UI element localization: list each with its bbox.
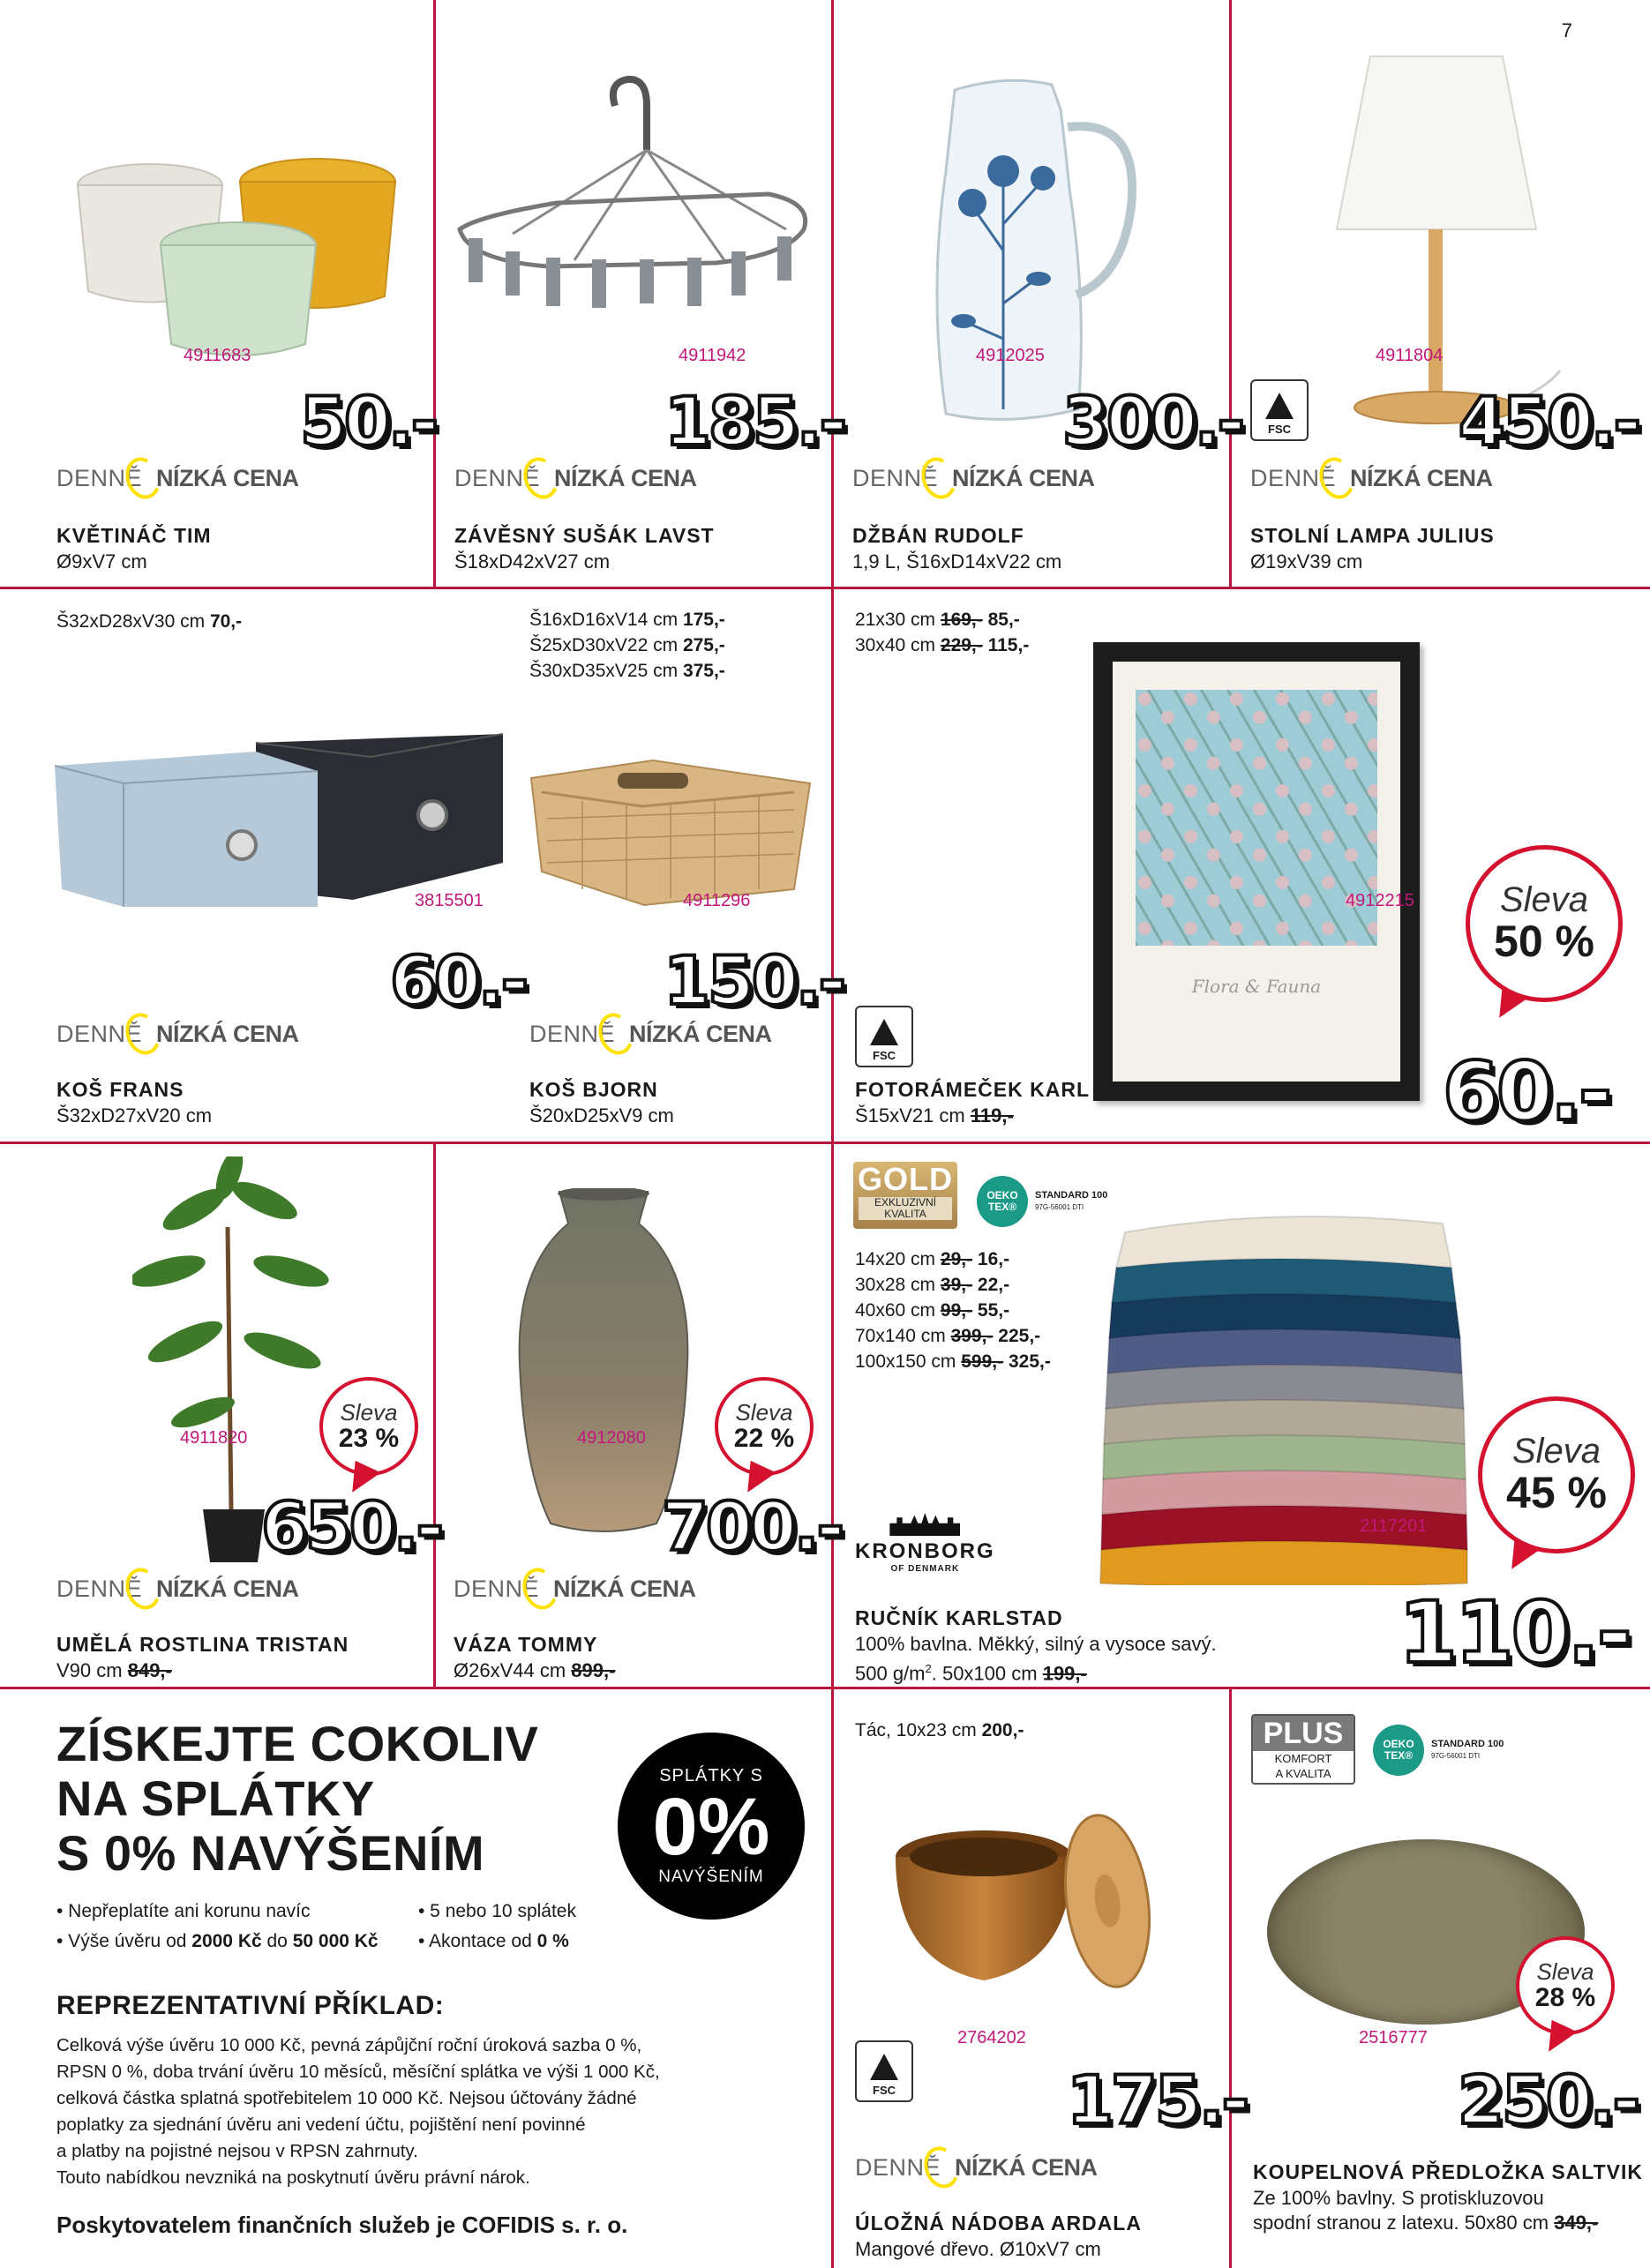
discount-label: Sleva — [735, 1398, 793, 1426]
logo-denne-text: DENNĚ — [852, 464, 939, 491]
rep-line: a platby na pojistné nejsou v RPSN zahrnuty. — [56, 2141, 418, 2161]
old-price: 849,- — [127, 1659, 172, 1681]
size-row — [855, 1272, 1051, 1298]
product-susak-lavst[interactable] — [433, 0, 845, 587]
price: 60.- — [390, 941, 527, 1020]
sku-number: 4912025 — [976, 346, 1045, 365]
new-price: 16,- — [977, 1249, 1010, 1269]
old-price: 599,- — [961, 1351, 1004, 1372]
size-dimension: 14x20 cm — [855, 1249, 936, 1269]
sku-number: 4911820 — [180, 1428, 248, 1448]
sku-number: 4911942 — [679, 346, 746, 365]
size-dimension: Š30xD35xV25 cm — [529, 661, 679, 681]
product-name: RUČNÍK KARLSTAD — [855, 1606, 1063, 1629]
product-kvetinac-tim[interactable] — [0, 0, 437, 587]
plus-quality-badge — [1251, 1714, 1355, 1785]
product-dimensions — [1253, 2210, 1598, 2236]
sku-number: 4911804 — [1376, 346, 1444, 365]
logo-denne-text: DENNĚ — [454, 464, 541, 491]
plus-badge-sub1: KOMFORT — [1274, 1752, 1332, 1765]
product-dimensions: Š18xD42xV27 cm — [454, 550, 611, 573]
rep-line: Touto nabídkou nevzniká na poskytnutí úvěru právní nárok. — [56, 2167, 530, 2188]
size-row — [855, 607, 1029, 632]
product-dimensions — [56, 1658, 172, 1684]
product-name: KOŠ BJORN — [529, 1078, 658, 1101]
product-name: STOLNÍ LAMPA JULIUS — [1250, 524, 1495, 547]
old-price: 349,- — [1554, 2212, 1599, 2234]
photo-frame-image — [1093, 642, 1420, 1101]
old-price: 229,- — [940, 635, 983, 655]
product-dimensions — [855, 1656, 1087, 1687]
new-price: 55,- — [977, 1300, 1010, 1321]
bullet-item — [418, 1897, 576, 1927]
discount-percent: 28 % — [1534, 1982, 1596, 2012]
sku-number: 4911296 — [683, 891, 751, 910]
size-price: 275,- — [682, 635, 725, 655]
logo-nizka-cena-text: NÍZKÁ CENA — [156, 464, 299, 491]
product-description: 100% bavlna. Měkký, silný a vysoce savý. — [855, 1633, 1217, 1655]
product-name: VÁZA TOMMY — [454, 1633, 598, 1656]
superscript: 2 — [925, 1662, 932, 1675]
price: 175.- — [1067, 2061, 1248, 2139]
discount-label: Sleva — [1499, 880, 1589, 919]
price: 60.- — [1443, 1044, 1610, 1139]
price: 700.- — [662, 1487, 843, 1566]
discount-label: Sleva — [1536, 1957, 1594, 1985]
old-price: 99,- — [940, 1300, 973, 1321]
new-price: 115,- — [987, 635, 1030, 655]
size-row — [529, 632, 725, 658]
price: 300.- — [1062, 382, 1243, 460]
plus-badge-title: PLUS — [1253, 1716, 1354, 1751]
storage-box-image — [53, 730, 512, 907]
size-dimension: 30x40 cm — [855, 635, 936, 655]
promo-headline-line: ZÍSKEJTE COKOLIV — [56, 1716, 539, 1771]
size-row — [529, 658, 725, 684]
product-dimensions: Š32xD27xV20 cm — [56, 1104, 213, 1127]
fsc-tree-icon — [870, 1019, 898, 1045]
old-price: 29,- — [940, 1249, 973, 1269]
price: 150.- — [664, 941, 844, 1020]
sku-number: 2764202 — [957, 2028, 1026, 2047]
gold-badge-sub2: KVALITA — [859, 1209, 952, 1220]
price: 450.- — [1459, 382, 1639, 460]
size-price: 70,- — [209, 611, 243, 632]
size-list — [855, 1718, 1024, 1743]
price: 250.- — [1458, 2061, 1639, 2139]
old-price: 199,- — [1042, 1662, 1087, 1685]
frame-mat — [1113, 662, 1400, 1082]
size-row — [529, 607, 725, 632]
new-price: 225,- — [998, 1326, 1041, 1346]
size-row — [855, 1349, 1051, 1374]
promo-bullets-left — [56, 1897, 379, 1957]
bullet-text: do — [261, 1931, 293, 1951]
hanger-image — [451, 71, 821, 335]
wicker-basket-image — [529, 757, 812, 907]
product-dimensions: Mangové dřevo. Ø10xV7 cm — [855, 2238, 1101, 2260]
rep-line: RPSN 0 %, doba trvání úvěru 10 měsíců, měsíční splátka ve výši 1 000 Kč, — [56, 2062, 660, 2082]
product-predlozka-saltvik[interactable] — [1232, 1689, 1650, 2268]
fsc-text: FSC — [873, 2084, 896, 2097]
gold-badge-title: GOLD — [858, 1161, 953, 1197]
old-price: 399,- — [950, 1326, 994, 1346]
size-dimension: Š32xD28xV30 cm — [56, 611, 206, 632]
denne-nizka-cena-logo — [56, 1568, 299, 1610]
new-price: 85,- — [987, 610, 1020, 630]
logo-ring — [120, 453, 166, 504]
plus-badge-sub2: A KVALITA — [1275, 1767, 1331, 1780]
dimension-text: spodní stranou z latexu. 50x80 cm — [1253, 2212, 1549, 2234]
logo-ring — [916, 453, 962, 504]
denne-nizka-cena-logo — [56, 1013, 299, 1055]
discount-percent: 50 % — [1494, 916, 1594, 966]
frame-caption: Flora & Fauna — [1191, 976, 1322, 997]
sku-number: 4912215 — [1346, 891, 1414, 910]
logo-nizka-cena-text: NÍZKÁ CENA — [156, 1020, 299, 1047]
logo-denne-text: DENNĚ — [56, 1020, 143, 1047]
product-nadoba-ardala[interactable] — [834, 1689, 1248, 2268]
financial-provider: Poskytovatelem finančních služeb je COFIDIS s. r. o. — [56, 2212, 628, 2238]
logo-denne-text: DENNĚ — [56, 1575, 143, 1602]
size-dimension: Š25xD30xV22 cm — [529, 635, 679, 655]
bullet-amount: 2000 Kč — [191, 1931, 262, 1951]
sku-number: 4911683 — [184, 346, 251, 365]
rep-line: Celková výše úvěru 10 000 Kč, pevná zápůjční roční úroková sazba 0 %, — [56, 2035, 642, 2055]
standard-text: STANDARD 100 — [1431, 1739, 1504, 1749]
bullet-amount: 0 % — [536, 1931, 569, 1951]
size-price: 375,- — [682, 661, 725, 681]
denne-nizka-cena-logo — [1250, 457, 1493, 499]
standard-code: 97G-56001 DTI — [1431, 1752, 1481, 1760]
logo-denne-text: DENNĚ — [855, 2153, 941, 2181]
promo-bullets-right — [418, 1897, 576, 1957]
discount-badge — [1516, 1936, 1615, 2035]
product-dimensions — [855, 1103, 1014, 1129]
product-dimensions: 1,9 L, Š16xD14xV22 cm — [852, 550, 1062, 573]
denne-nizka-cena-logo — [454, 457, 697, 499]
product-name: KOUPELNOVÁ PŘEDLOŽKA SALTVIK — [1253, 2160, 1644, 2183]
logo-denne-text: DENNĚ — [1250, 464, 1337, 491]
badge-bottom-text: NAVÝŠENÍM — [658, 1867, 764, 1886]
bullet-item — [418, 1927, 576, 1957]
gold-badge-sub1: EXKLUZIVNÍ — [859, 1197, 952, 1209]
denne-nizka-cena-logo — [454, 1568, 696, 1610]
old-price: 39,- — [940, 1275, 973, 1295]
discount-percent: 23 % — [338, 1423, 400, 1453]
new-price: 22,- — [977, 1275, 1010, 1295]
kronborg-logo — [855, 1513, 995, 1574]
logo-ring — [120, 1008, 166, 1059]
sku-number: 2117201 — [1360, 1516, 1428, 1536]
size-list — [529, 607, 725, 684]
oeko-tex-circle: OEKO TEX® — [977, 1176, 1028, 1227]
promo-headline-line: S 0% NAVÝŠENÍM — [56, 1825, 485, 1881]
logo-ring — [517, 1563, 563, 1614]
logo-nizka-cena-text: NÍZKÁ CENA — [629, 1020, 772, 1047]
price: 50.- — [300, 382, 437, 460]
denne-nizka-cena-logo — [852, 457, 1095, 499]
discount-badge — [319, 1377, 418, 1476]
jug-image — [919, 74, 1149, 427]
size-list — [56, 609, 242, 634]
weight-text: 500 g/m — [855, 1662, 926, 1685]
fsc-text: FSC — [873, 1049, 896, 1062]
discount-badge — [1478, 1396, 1635, 1553]
fsc-logo — [855, 2040, 913, 2102]
oeko-tex-circle: OEKO TEX® — [1373, 1725, 1424, 1776]
product-dimensions — [454, 1658, 615, 1684]
discount-badge — [1466, 845, 1623, 1002]
denne-nizka-cena-logo — [56, 457, 299, 499]
size-dimension: 30x28 cm — [855, 1275, 936, 1295]
logo-ring — [518, 453, 564, 504]
fsc-tree-icon — [1265, 393, 1294, 419]
size-dimension: 21x30 cm — [855, 610, 936, 630]
sku-number: 3815501 — [415, 891, 484, 910]
size-dimension: Tác, 10x23 cm — [855, 1720, 977, 1740]
bullet-item — [56, 1897, 379, 1927]
logo-nizka-cena-text: NÍZKÁ CENA — [955, 2153, 1098, 2181]
old-price: 169,- — [940, 610, 983, 630]
sku-number: 2516777 — [1359, 2028, 1428, 2047]
representative-example-text — [56, 2032, 727, 2191]
bullet-text: • Výše úvěru od — [56, 1931, 192, 1951]
rep-line: celková částka splatná spotřebitelem 10 000 Kč. Nejsou účtovány žádné — [56, 2088, 637, 2108]
size-price: 200,- — [981, 1720, 1024, 1740]
bullet-text: • 5 nebo 10 splátek — [418, 1901, 576, 1921]
wooden-bowl-image — [887, 1804, 1178, 1998]
size-row — [855, 632, 1029, 658]
discount-percent: 22 % — [733, 1423, 795, 1453]
size-list — [855, 1246, 1051, 1374]
size-dimension: 70x140 cm — [855, 1326, 946, 1346]
logo-nizka-cena-text: NÍZKÁ CENA — [952, 464, 1095, 491]
oeko-tex-standard — [1035, 1190, 1107, 1213]
dimension-text: V90 cm — [56, 1659, 123, 1681]
product-vaza-tommy[interactable] — [436, 1144, 843, 1687]
denne-nizka-cena-logo — [529, 1013, 772, 1055]
bullet-text: • Akontace od — [418, 1931, 537, 1951]
product-dzban-rudolf[interactable] — [831, 0, 1243, 587]
product-dimensions: Ø9xV7 cm — [56, 550, 147, 573]
size-row — [855, 1298, 1051, 1323]
product-name: ZÁVĚSNÝ SUŠÁK LAVST — [454, 524, 715, 547]
logo-denne-text: DENNĚ — [56, 464, 143, 491]
product-name: KVĚTINÁČ TIM — [56, 524, 212, 547]
sku-number: 4912080 — [577, 1428, 646, 1448]
castle-icon — [889, 1513, 960, 1536]
product-fotoramecek-karl[interactable] — [834, 589, 1650, 1141]
fsc-text: FSC — [1268, 423, 1291, 436]
logo-ring — [120, 1563, 166, 1614]
dimension-text: . 50x100 cm — [931, 1662, 1038, 1685]
oeko-tex-logo — [977, 1176, 1107, 1227]
size-dimension: 100x150 cm — [855, 1351, 956, 1372]
old-price: 899,- — [571, 1659, 616, 1681]
old-price: 119,- — [970, 1104, 1014, 1127]
badge-zero-percent: 0% — [652, 1781, 770, 1872]
product-dimensions: Ø19xV39 cm — [1250, 550, 1363, 573]
logo-nizka-cena-text: NÍZKÁ CENA — [1350, 464, 1493, 491]
logo-ring — [919, 2142, 964, 2193]
discount-percent: 45 % — [1506, 1467, 1607, 1517]
product-kos-bjorn[interactable] — [494, 589, 844, 1141]
rep-line: poplatky za sjednání úvěru ani vedení účtu, pojištění není povinné — [56, 2115, 586, 2135]
fsc-logo — [855, 1006, 913, 1067]
gold-quality-badge — [853, 1162, 957, 1229]
logo-nizka-cena-text: NÍZKÁ CENA — [554, 464, 697, 491]
logo-denne-text: DENNĚ — [529, 1020, 616, 1047]
page-number: 7 — [1561, 19, 1572, 41]
discount-badge — [715, 1377, 814, 1476]
product-description: Ze 100% bavlny. S protiskluzovou — [1253, 2187, 1544, 2209]
product-lampa-julius[interactable] — [1229, 0, 1650, 587]
size-list — [855, 607, 1029, 658]
badge-top-text: SPLÁTKY S — [659, 1765, 763, 1785]
zero-percent-badge — [618, 1733, 805, 1920]
price: 185.- — [664, 382, 845, 460]
size-row — [855, 1323, 1051, 1349]
price: 650.- — [261, 1487, 442, 1566]
fsc-tree-icon — [870, 2054, 898, 2080]
size-row — [855, 1246, 1051, 1272]
oeko-tex-standard — [1431, 1739, 1504, 1762]
size-dimension: Š16xD16xV14 cm — [529, 610, 679, 630]
product-rostlina-tristan[interactable] — [0, 1144, 442, 1687]
discount-label: Sleva — [1511, 1431, 1601, 1471]
product-name: DŽBÁN RUDOLF — [852, 524, 1024, 547]
product-dimensions: Š20xD25xV9 cm — [529, 1104, 674, 1127]
product-rucnik-karlstad[interactable] — [834, 1144, 1650, 1687]
product-name: KOŠ FRANS — [56, 1078, 184, 1101]
standard-text: STANDARD 100 — [1035, 1190, 1108, 1201]
dimension-text: Ø26xV44 cm — [454, 1659, 566, 1681]
brand-subtitle: OF DENMARK — [890, 1564, 960, 1574]
fsc-logo — [1250, 379, 1309, 441]
dimension-text: Š15xV21 cm — [855, 1104, 965, 1127]
promo-headline — [56, 1717, 538, 1881]
bullet-amount: 50 000 Kč — [292, 1931, 379, 1951]
price: 110.- — [1399, 1583, 1630, 1682]
logo-denne-text: DENNĚ — [454, 1575, 540, 1602]
new-price: 325,- — [1008, 1351, 1051, 1372]
flower-pots-image — [71, 150, 406, 362]
bullet-text: • Nepřeplatíte ani korunu navíc — [56, 1901, 311, 1921]
oeko-tex-logo — [1373, 1725, 1504, 1776]
bullet-item — [56, 1927, 379, 1957]
logo-ring — [1314, 453, 1360, 504]
promo-headline-line: NA SPLÁTKY — [56, 1770, 375, 1826]
representative-example-title: REPREZENTATIVNÍ PŘÍKLAD: — [56, 1991, 445, 2020]
product-name: UMĚLÁ ROSTLINA TRISTAN — [56, 1633, 349, 1656]
size-price: 175,- — [682, 610, 725, 630]
discount-label: Sleva — [340, 1398, 398, 1426]
brand-name: KRONBORG — [855, 1539, 995, 1563]
logo-nizka-cena-text: NÍZKÁ CENA — [553, 1575, 696, 1602]
product-name: FOTORÁMEČEK KARL — [855, 1078, 1091, 1101]
size-dimension: 40x60 cm — [855, 1300, 936, 1321]
product-name: ÚLOŽNÁ NÁDOBA ARDALA — [855, 2212, 1142, 2234]
denne-nizka-cena-logo — [855, 2146, 1098, 2189]
logo-ring — [593, 1008, 639, 1059]
product-kos-frans[interactable] — [0, 589, 527, 1141]
lamp-image — [1335, 53, 1564, 432]
standard-code: 97G-56001 DTI — [1035, 1203, 1084, 1211]
frame-artwork — [1136, 690, 1377, 946]
logo-nizka-cena-text: NÍZKÁ CENA — [156, 1575, 299, 1602]
